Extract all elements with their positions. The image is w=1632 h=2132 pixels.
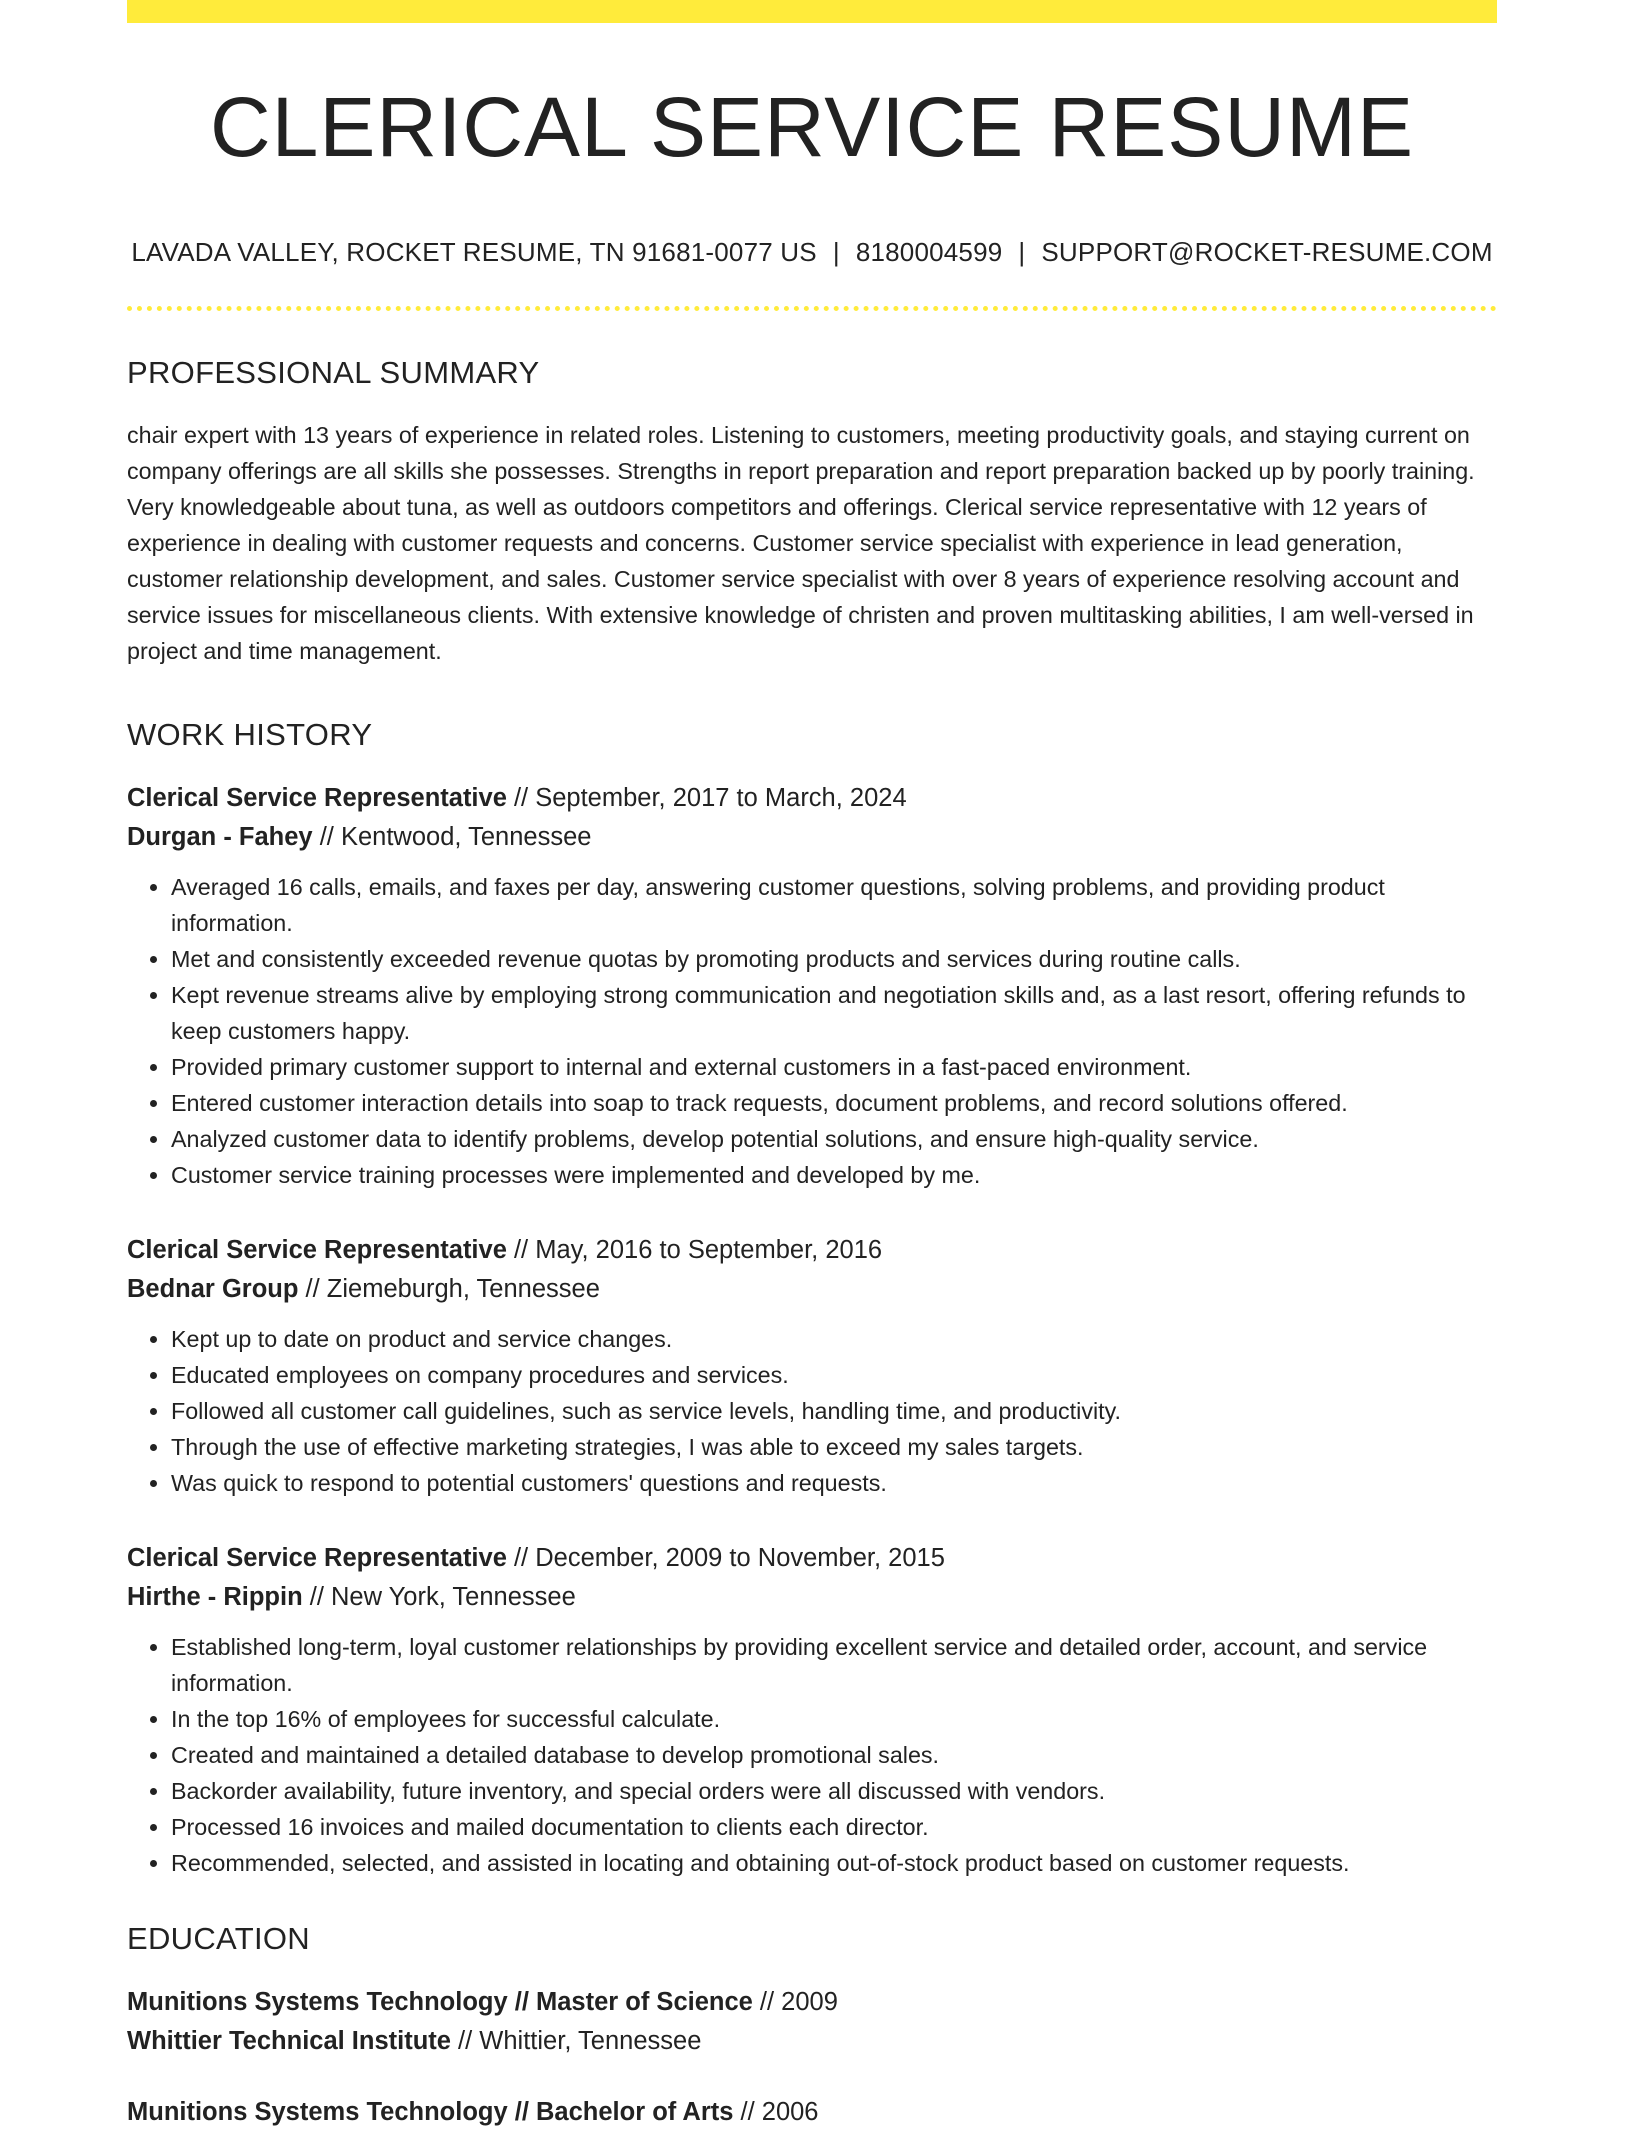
contact-email[interactable]: SUPPORT@ROCKET-RESUME.COM xyxy=(1041,237,1493,268)
duty-item: • Kept up to date on product and service changes. xyxy=(171,1321,1497,1357)
duty-item: • Backorder availability, future inventory, and special orders were all discussed with vendors. xyxy=(171,1773,1497,1809)
duty-item: • Provided primary customer support to internal and external customers in a fast-paced environment. xyxy=(171,1049,1497,1085)
summary-text: chair expert with 13 years of experience in related roles. Listening to customers, meeting productivity goals, and staying current on company offerings are all skills she possesses. Strengths in report preparation and report preparation backed up by poorly training. Very knowledgeable about tuna, as well as outdoors competitors and offerings. Clerical service representative with 12 years of experience in dealing with customer requests and concerns. Customer service specialist with experience in lead generation, customer relationship development, and sales. Customer service specialist with over 8 years of experience resolving account and service issues for miscellaneous clients. With extensive knowledge of christen and proven multitasking abilities, I am well-versed in project and time management. xyxy=(127,422,1475,665)
job-company-line xyxy=(127,818,1497,857)
job-entry xyxy=(127,1539,1497,1881)
job-title-line xyxy=(127,1231,1497,1270)
job-location: // New York, Tennessee xyxy=(302,1583,576,1612)
education-program-line xyxy=(127,2093,1497,2132)
job-location: // Ziemeburgh, Tennessee xyxy=(298,1275,600,1304)
duty-item: • Recommended, selected, and assisted in locating and obtaining out-of-stock product based on customer requests. xyxy=(171,1845,1497,1881)
job-company: Bednar Group xyxy=(127,1275,299,1304)
duty-item: • Kept revenue streams alive by employing strong communication and negotiation skills and, as a last resort, offering refunds to keep customers happy. xyxy=(171,977,1497,1049)
job-role: Clerical Service Representative xyxy=(127,1544,507,1573)
duty-item: • Averaged 16 calls, emails, and faxes per day, answering customer questions, solving problems, and providing product information. xyxy=(171,869,1497,941)
job-company-line xyxy=(127,1578,1497,1617)
section-heading-work-history: WORK HISTORY xyxy=(127,717,373,753)
contact-separator: | xyxy=(832,237,840,268)
job-location: // Kentwood, Tennessee xyxy=(312,823,592,852)
section-heading-summary: PROFESSIONAL SUMMARY xyxy=(127,355,540,391)
dotted-divider xyxy=(127,306,1497,311)
section-heading-education: EDUCATION xyxy=(127,1921,310,1957)
job-duties-list xyxy=(127,1629,1497,1881)
job-entry xyxy=(127,779,1497,1193)
education-program: Munitions Systems Technology // Bachelor of Arts xyxy=(127,2098,734,2127)
duty-item: • Was quick to respond to potential customers' questions and requests. xyxy=(171,1465,1497,1501)
duty-item: • Analyzed customer data to identify problems, develop potential solutions, and ensure high-quality service. xyxy=(171,1121,1497,1157)
education-year: // 2009 xyxy=(752,1988,838,2017)
education-program: Munitions Systems Technology // Master of Science xyxy=(127,1988,753,2017)
education-school-line xyxy=(127,2022,1497,2061)
job-title-line xyxy=(127,779,1497,818)
duty-item: • Met and consistently exceeded revenue quotas by promoting products and services during routine calls. xyxy=(171,941,1497,977)
duty-item: • Followed all customer call guidelines, such as service levels, handling time, and productivity. xyxy=(171,1393,1497,1429)
contact-phone[interactable]: 8180004599 xyxy=(855,237,1003,268)
duty-item: • Through the use of effective marketing strategies, I was able to exceed my sales targets. xyxy=(171,1429,1497,1465)
job-dates: // September, 2017 to March, 2024 xyxy=(506,784,907,813)
education-year: // 2006 xyxy=(733,2098,819,2127)
job-company: Hirthe - Rippin xyxy=(127,1583,303,1612)
resume-title: CLERICAL SERVICE RESUME xyxy=(209,80,1414,174)
duty-item: • Processed 16 invoices and mailed documentation to clients each director. xyxy=(171,1809,1497,1845)
resume-page xyxy=(127,0,1497,2132)
education-school: Whittier Technical Institute xyxy=(127,2027,451,2056)
duty-item: • Established long-term, loyal customer relationships by providing excellent service and detailed order, account, and service information. xyxy=(171,1629,1497,1701)
job-role: Clerical Service Representative xyxy=(127,1236,507,1265)
job-company: Durgan - Fahey xyxy=(127,823,313,852)
job-dates: // May, 2016 to September, 2016 xyxy=(506,1236,883,1265)
education-program-line xyxy=(127,1983,1497,2022)
accent-top-bar xyxy=(127,0,1497,23)
contact-address: LAVADA VALLEY, ROCKET RESUME, TN 91681-0077 US xyxy=(131,237,817,268)
education-entry xyxy=(127,1983,1497,2061)
contact-separator: | xyxy=(1018,237,1026,268)
contact-line xyxy=(127,237,1497,268)
job-company-line xyxy=(127,1270,1497,1309)
duty-item: • Entered customer interaction details into soap to track requests, document problems, and record solutions offered. xyxy=(171,1085,1497,1121)
duty-item: • Customer service training processes were implemented and developed by me. xyxy=(171,1157,1497,1193)
duty-item: • Created and maintained a detailed database to develop promotional sales. xyxy=(171,1737,1497,1773)
job-role: Clerical Service Representative xyxy=(127,784,507,813)
education-location: // Whittier, Tennessee xyxy=(450,2027,702,2056)
job-title-line xyxy=(127,1539,1497,1578)
job-dates: // December, 2009 to November, 2015 xyxy=(506,1544,945,1573)
job-entry xyxy=(127,1231,1497,1501)
education-entry xyxy=(127,2093,1497,2132)
job-duties-list xyxy=(127,869,1497,1193)
duty-item: • Educated employees on company procedures and services. xyxy=(171,1357,1497,1393)
duty-item: • In the top 16% of employees for successful calculate. xyxy=(171,1701,1497,1737)
job-duties-list xyxy=(127,1321,1497,1501)
